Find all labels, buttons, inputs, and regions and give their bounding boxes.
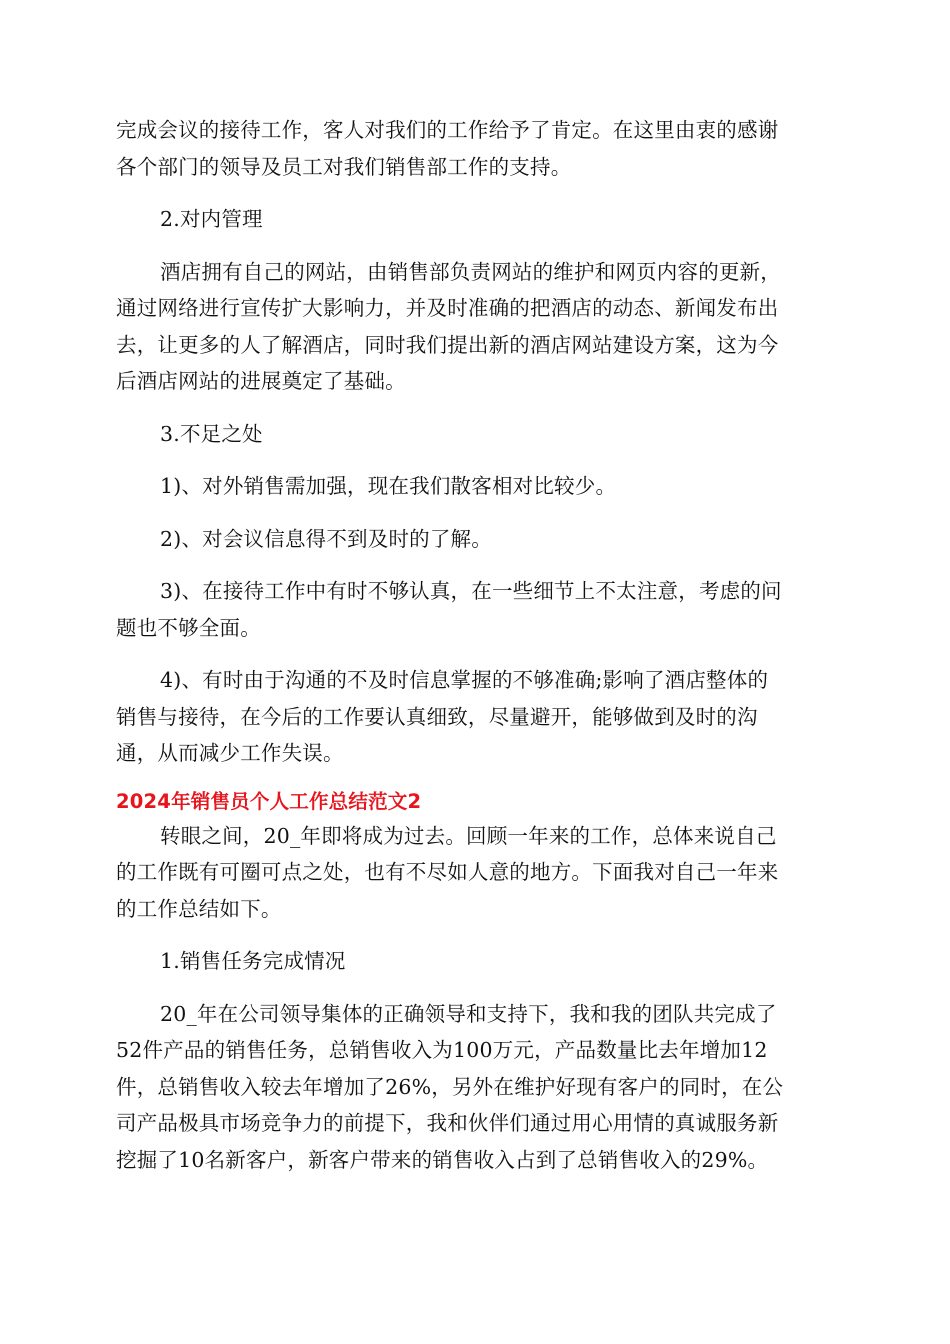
paragraph-year-review: 转眼之间，20_年即将成为过去。回顾一年来的工作，总体来说自己 的工作既有可圈可点之处，也有不尽如人意的地方。下面我对自己一年来 的工作总结如下。 [116,823,779,921]
section-internal-management: 2.对内管理 [160,207,263,231]
section-sales-task: 1.销售任务完成情况 [160,949,346,973]
section-shortcomings: 3.不足之处 [160,421,263,446]
shortcoming-item-4: 4)、有时由于沟通的不及时信息掌握的不够准确;影响了酒店整体的 销售与接待，在今后的工作要认真细致，尽量避开，能够做到及时的沟 通，从而减少工作失误。 [116,668,769,765]
article-heading: 2024年销售员个人工作总结范文2 [116,789,422,813]
shortcoming-item-1: 1)、对外销售需加强，现在我们散客相对比较少。 [160,474,617,498]
paragraph-reception-thanks: 完成会议的接待工作，客人对我们的工作给予了肯定。在这里由衷的感谢 各个部门的领导及员工对我们销售部工作的支持。 [116,118,779,179]
shortcoming-item-2: 2)、对会议信息得不到及时的了解。 [160,526,492,551]
shortcoming-item-3: 3)、在接待工作中有时不够认真，在一些细节上不太注意，考虑的问 题也不够全面。 [116,579,782,640]
paragraph-sales-results: 20_年在公司领导集体的正确领导和支持下，我和我的团队共完成了 52件产品的销售任务，总销售收入为100万元，产品数量比去年增加12 件，总销售收入较去年增加了26%，另外在维护好现有客户的同时，在公 司产品极具市场竞争力的前提下，我和伙伴们通过用心用情的真诚服务新 挖掘了10名新客户，新客户带来的销售收入占到了总销售收入的29%。 [116,1001,784,1172]
document-page [116,112,836,1178]
paragraph-website: 酒店拥有自己的网站，由销售部负责网站的维护和网页内容的更新， 通过网络进行宣传扩大影响力，并及时准确的把酒店的动态、新闻发布出 去，让更多的人了解酒店，同时我们提出新的酒店网站建设方案，这为今 后酒店网站的进展奠定了基础。 [116,259,781,393]
